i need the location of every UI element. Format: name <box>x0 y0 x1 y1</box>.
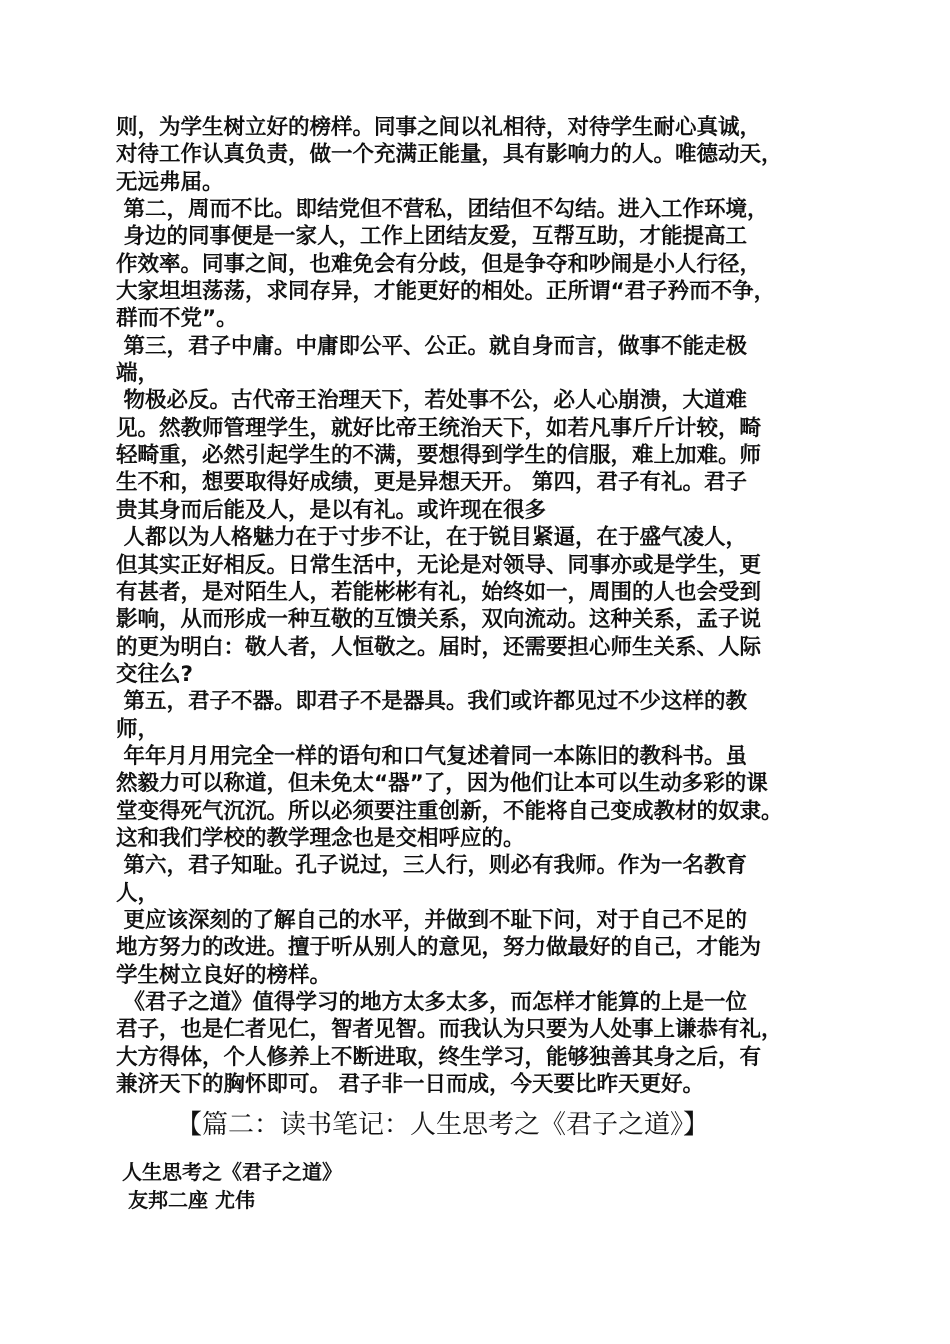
text-line: 大方得体，个人修养上不断进取，终生学习，能够独善其身之后，有 <box>116 1044 762 1070</box>
text-line: 学生树立良好的榜样。 <box>116 962 332 988</box>
text-line: 第三，君子中庸。中庸即公平、公正。就自身而言，做事不能走极 <box>116 333 748 359</box>
text-line: 师， <box>116 716 160 742</box>
text-line: 生不和，想要取得好成绩，更是异想天开。 第四，君子有礼。君子 <box>116 470 747 496</box>
text-line: 群而不党”。 <box>116 306 238 332</box>
text-line: 交往么? <box>116 661 193 687</box>
text-line: 人都以为人格魅力在于寸步不让，在于锐目紧逼，在于盛气凌人， <box>116 525 748 551</box>
text-line: 无远弗届。 <box>116 169 224 195</box>
text-line: 端， <box>116 361 160 387</box>
article-title: 人生思考之《君子之道》 <box>122 1160 342 1184</box>
text-line: 见。然教师管理学生，就好比帝王统治天下，如若凡事斤斤计较，畸 <box>116 415 762 441</box>
text-line: 君子，也是仁者见仁，智者见智。而我认为只要为人处事上谦恭有礼， <box>116 1017 783 1043</box>
text-line: 地方努力的改进。擅于听从别人的意见，努力做最好的自己，才能为 <box>116 935 762 961</box>
text-line: 第六，君子知耻。孔子说过，三人行，则必有我师。作为一名教育 <box>116 853 748 879</box>
text-line: 然毅力可以称道，但未免太“器”了，因为他们让本可以生动多彩的课 <box>116 771 768 797</box>
text-line: 年年月月用完全一样的语句和口气复述着同一本陈旧的教科书。虽 <box>116 743 748 769</box>
text-line: 第五，君子不器。即君子不是器具。我们或许都见过不少这样的教 <box>116 689 748 715</box>
text-line: 贵其身而后能及人，是以有礼。或许现在很多 <box>116 497 547 523</box>
text-line: 轻畸重，必然引起学生的不满，要想得到学生的信服，难上加难。师 <box>116 443 762 469</box>
text-line: 第二，周而不比。即结党但不营私，团结但不勾结。进入工作环境， <box>116 197 769 223</box>
text-line: 物极必反。古代帝王治理天下，若处事不公，必人心崩溃，大道难 <box>116 388 748 414</box>
text-line: 这和我们学校的教学理念也是交相呼应的。 <box>116 825 525 851</box>
author-line: 友邦二座 尤伟 <box>128 1188 255 1212</box>
text-line: 身边的同事便是一家人，工作上团结友爱，互帮互助，才能提高工 <box>116 224 748 250</box>
text-line: 作效率。同事之间，也难免会有分歧，但是争夺和吵闹是小人行径， <box>116 251 762 277</box>
text-line: 但其实正好相反。日常生活中，无论是对领导、同事亦或是学生，更 <box>116 552 762 578</box>
text-line: 有甚者，是对陌生人，若能彬彬有礼，始终如一，周围的人也会受到 <box>116 579 762 605</box>
text-line: 堂变得死气沉沉。所以必须要注重创新，不能将自己变成教材的奴隶。 <box>116 798 783 824</box>
text-line: 则，为学生树立好的榜样。同事之间以礼相待，对待学生耐心真诚， <box>116 115 762 140</box>
text-line: 大家坦坦荡荡，求同存异，才能更好的相处。正所谓“君子矜而不争， <box>116 279 776 305</box>
text-line: 更应该深刻的了解自己的水平，并做到不耻下问，对于自己不足的 <box>116 907 748 933</box>
body-text <box>116 114 846 1098</box>
section-heading: 【篇二：读书笔记：人生思考之《君子之道》】 <box>176 1110 710 1140</box>
text-line: 的更为明白：敬人者，人恒敬之。届时，还需要担心师生关系、人际 <box>116 634 762 660</box>
text-line: 对待工作认真负责，做一个充满正能量，具有影响力的人。唯德动天， <box>116 142 783 168</box>
text-line: 影响，从而形成一种互敬的互馈关系，双向流动。这种关系，孟子说 <box>116 607 762 633</box>
text-line: 《君子之道》值得学习的地方太多太多，而怎样才能算的上是一位 <box>116 990 748 1015</box>
text-line: 人， <box>116 880 160 906</box>
text-line: 兼济天下的胸怀即可。 君子非一日而成，今天要比昨天更好。 <box>116 1072 704 1098</box>
